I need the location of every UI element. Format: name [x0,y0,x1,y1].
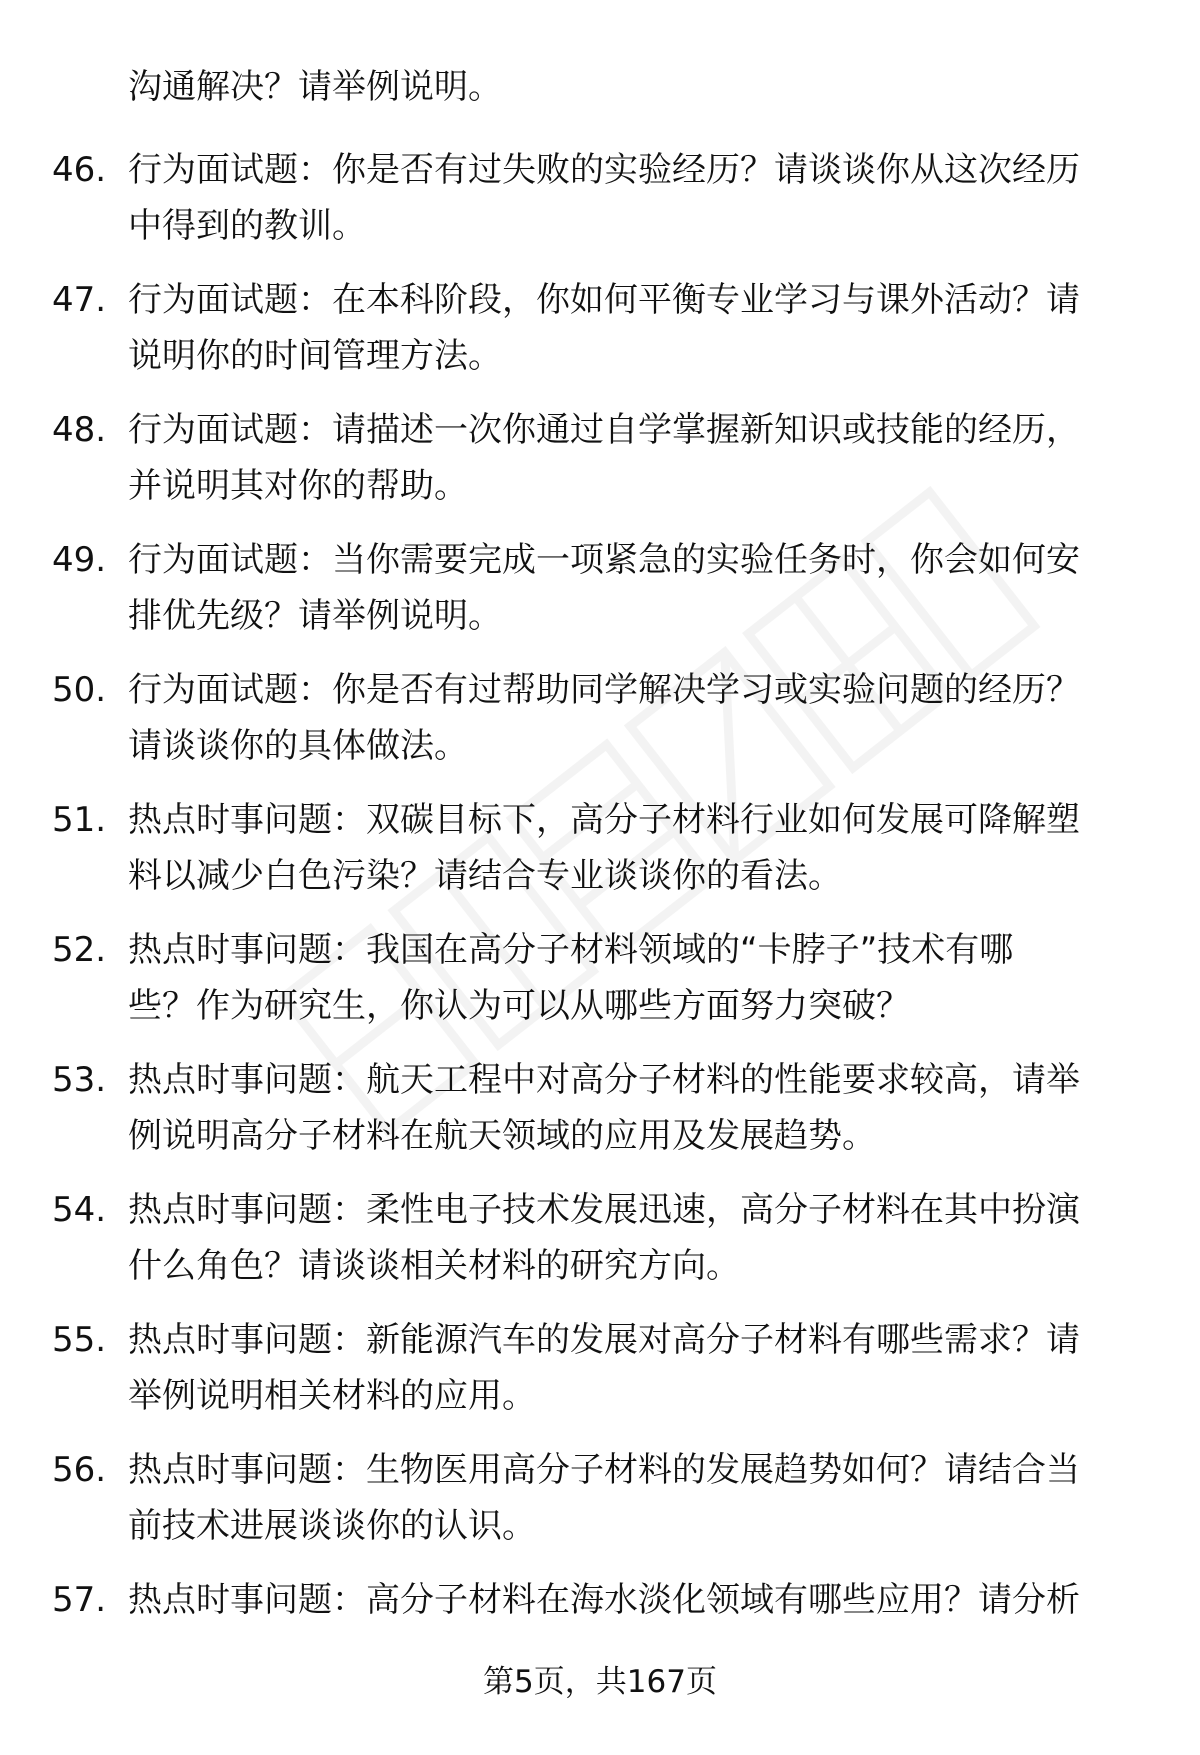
page-footer: 第5页，共167页 [483,1664,717,1700]
question-line: 并说明其对你的帮助。 [128,466,468,506]
question-number: 54. [52,1190,107,1230]
question-line: 热点时事问题：航天工程中对高分子材料的性能要求较高，请举 [128,1060,1080,1100]
question-number: 57. [52,1580,107,1620]
question-text [128,1442,1150,1554]
question-line: 热点时事问题：新能源汽车的发展对高分子材料有哪些需求？请 [128,1320,1080,1360]
question-item [52,142,1152,272]
question-item [52,1052,1152,1182]
question-item [52,402,1152,532]
question-line: 些？作为研究生，你认为可以从哪些方面努力突破？ [128,986,910,1026]
question-text [128,1052,1150,1164]
question-text [128,1312,1150,1424]
question-list [52,142,1152,1702]
question-line: 什么角色？请谈谈相关材料的研究方向。 [128,1246,740,1286]
question-line: 热点时事问题：生物医用高分子材料的发展趋势如何？请结合当 [128,1450,1080,1490]
question-line: 前技术进展谈谈你的认识。 [128,1506,536,1546]
question-text [128,922,1150,1034]
question-number: 52. [52,930,107,970]
question-line: 料以减少白色污染？请结合专业谈谈你的看法。 [128,856,842,896]
question-text [128,1572,1150,1628]
question-number: 48. [52,410,107,450]
question-text [128,402,1150,514]
question-text [128,792,1150,904]
question-text [128,662,1150,774]
question-text [128,142,1150,254]
question-line: 请谈谈你的具体做法。 [128,726,468,766]
question-item [52,1182,1152,1312]
question-line: 热点时事问题：双碳目标下，高分子材料行业如何发展可降解塑 [128,800,1080,840]
question-line: 行为面试题：请描述一次你通过自学掌握新知识或技能的经历， [128,410,1080,450]
continued-question-text: 沟通解决？请举例说明。 [128,67,502,107]
question-item [52,532,1152,662]
question-number: 56. [52,1450,107,1490]
question-item [52,792,1152,922]
question-line: 说明你的时间管理方法。 [128,336,502,376]
question-line: 举例说明相关材料的应用。 [128,1376,536,1416]
question-number: 53. [52,1060,107,1100]
question-line: 热点时事问题：高分子材料在海水淡化领域有哪些应用？请分析 [128,1580,1080,1620]
question-line: 排优先级？请举例说明。 [128,596,502,636]
question-number: 55. [52,1320,107,1360]
question-text [128,1182,1150,1294]
question-number: 46. [52,150,107,190]
question-number: 47. [52,280,107,320]
question-item [52,922,1152,1052]
question-line: 中得到的教训。 [128,206,366,246]
question-text [128,272,1150,384]
question-item [52,272,1152,402]
question-line: 热点时事问题：柔性电子技术发展迅速，高分子材料在其中扮演 [128,1190,1080,1230]
question-item [52,1442,1152,1572]
question-line: 行为面试题：当你需要完成一项紧急的实验任务时，你会如何安 [128,540,1080,580]
question-number: 49. [52,540,107,580]
question-item [52,1312,1152,1442]
question-line: 行为面试题：你是否有过帮助同学解决学习或实验问题的经历？ [128,670,1080,710]
question-item [52,662,1152,792]
question-text [128,532,1150,644]
question-line: 热点时事问题：我国在高分子材料领域的“卡脖子”技术有哪 [128,930,1014,970]
question-number: 50. [52,670,107,710]
question-line: 行为面试题：你是否有过失败的实验经历？请谈谈你从这次经历 [128,150,1080,190]
question-number: 51. [52,800,107,840]
question-line: 行为面试题：在本科阶段，你如何平衡专业学习与课外活动？请 [128,280,1080,320]
question-line: 例说明高分子材料在航天领域的应用及发展趋势。 [128,1116,876,1156]
